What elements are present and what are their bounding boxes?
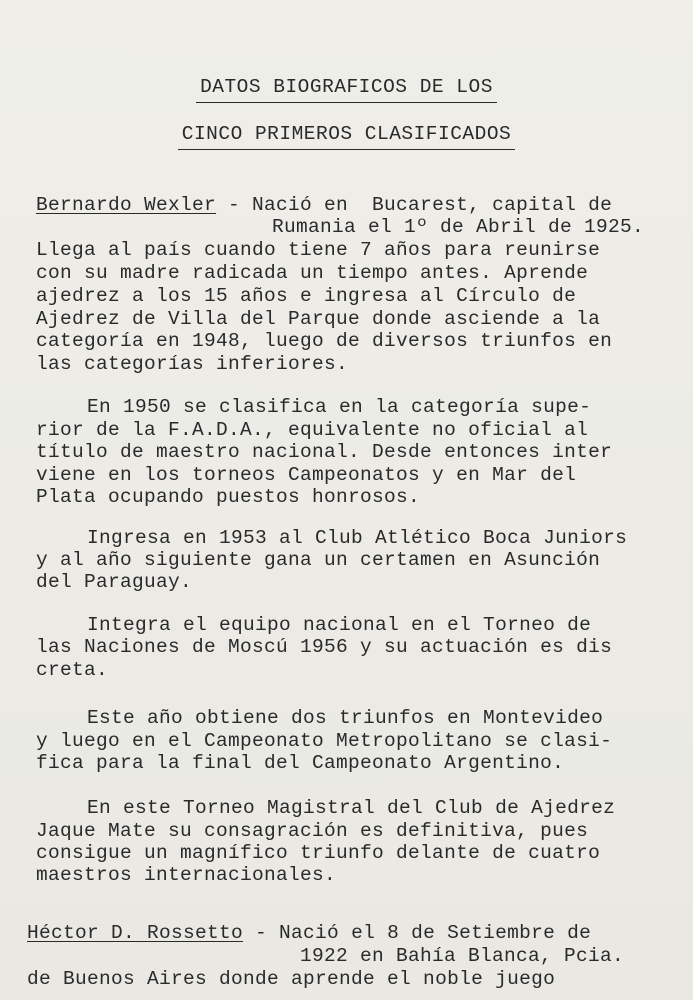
wexler-intro-line: Bernardo Wexler - Nació en Bucarest, capital de [36, 194, 613, 216]
rossetto-intro-line: Héctor D. Rossetto - Nació el 8 de Setiembre de [27, 922, 592, 944]
text-line: del Paraguay. [36, 571, 193, 593]
text-line: Llega al país cuando tiene 7 años para reunirse [36, 239, 601, 261]
text-line: fica para la final del Campeonato Argentino. [36, 752, 565, 774]
text-line: y luego en el Campeonato Metropolitano se clasi- [36, 730, 613, 752]
rossetto-name: Héctor D. Rossetto [27, 922, 244, 944]
text-line: Ajedrez de Villa del Parque donde asciende a la [36, 308, 601, 330]
text-line: viene en los torneos Campeonatos y en Mar del [36, 464, 577, 486]
text-line: En este Torneo Magistral del Club de Ajedrez [87, 797, 616, 819]
text-line: creta. [36, 659, 109, 681]
text-line: Integra el equipo nacional en el Torneo de [87, 614, 592, 636]
text-line: las Naciones de Moscú 1956 y su actuación es dis [36, 636, 613, 658]
text-line: maestros internacionales. [36, 864, 337, 886]
title-line-2: CINCO PRIMEROS CLASIFICADOS [0, 123, 693, 150]
text-line: Plata ocupando puestos honrosos. [36, 486, 421, 508]
text-line: Este año obtiene dos triunfos en Montevideo [87, 707, 604, 729]
text-line: ajedrez a los 15 años e ingresa al Círculo de [36, 285, 577, 307]
wexler-name: Bernardo Wexler [36, 194, 217, 216]
text-line: consigue un magnífico triunfo delante de cuatro [36, 842, 601, 864]
text-line: título de maestro nacional. Desde entonces inter [36, 441, 613, 463]
text-line: 1922 en Bahía Blanca, Pcia. [300, 945, 625, 967]
text-line: rior de la F.A.D.A., equivalente no oficial al [36, 419, 589, 441]
text-line: Rumania el 1º de Abril de 1925. [272, 216, 645, 238]
title-line-1: DATOS BIOGRAFICOS DE LOS [0, 76, 693, 103]
text-line: categoría en 1948, luego de diversos triunfos en [36, 330, 613, 352]
text-line: y al año siguiente gana un certamen en Asunción [36, 549, 601, 571]
text-line: Jaque Mate su consagración es definitiva, pues [36, 820, 589, 842]
text-line: las categorías inferiores. [36, 353, 349, 375]
text-line: de Buenos Aires donde aprende el noble juego [27, 968, 556, 990]
text-line: con su madre radicada un tiempo antes. Aprende [36, 262, 589, 284]
text-line: Ingresa en 1953 al Club Atlético Boca Juniors [87, 527, 628, 549]
text-line: En 1950 se clasifica en la categoría supe- [87, 396, 592, 418]
